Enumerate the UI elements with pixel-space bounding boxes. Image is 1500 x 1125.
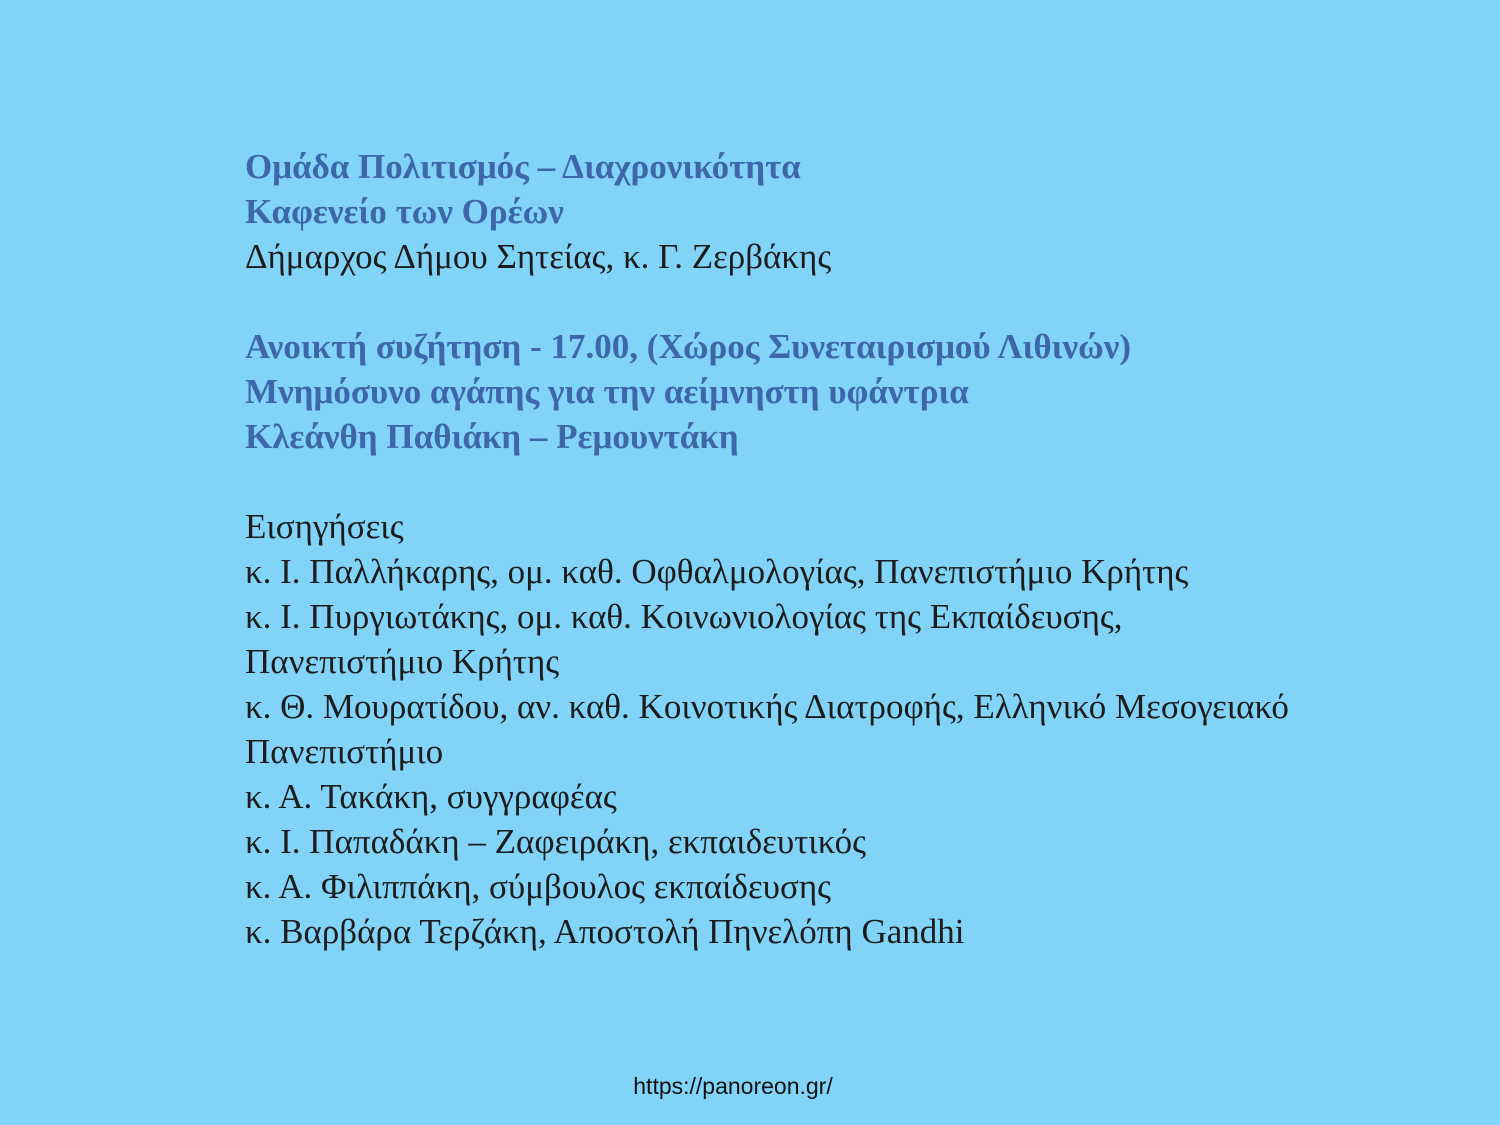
group-name-heading: Ομάδα Πολιτισμός – Διαχρονικότητα <box>245 147 801 186</box>
talks-heading: Εισηγήσεις <box>245 507 404 546</box>
speaker-line: κ. Ι. Πυργιωτάκης, ομ. καθ. Κοινωνιολογίας της Εκπαίδευσης, <box>245 597 1123 636</box>
section-spacer <box>245 279 1475 324</box>
discussion-heading: Ανοικτή συζήτηση - 17.00, (Χώρος Συνεταιρισμού Λιθινών) <box>245 327 1131 366</box>
event-program-content <box>245 144 1475 954</box>
memorial-heading: Μνημόσυνο αγάπης για την αείμνηστη υφάντρια <box>245 372 969 411</box>
speaker-line: κ. Α. Τακάκη, συγγραφέας <box>245 777 617 816</box>
section-spacer <box>245 459 1475 504</box>
speaker-line: κ. Ι. Παλλήκαρης, ομ. καθ. Οφθαλμολογίας, Πανεπιστήμιο Κρήτης <box>245 552 1189 591</box>
speaker-line: κ. Α. Φιλιππάκη, σύμβουλος εκπαίδευσης <box>245 867 832 906</box>
speaker-line: κ. Ι. Παπαδάκη – Ζαφειράκη, εκπαιδευτικός <box>245 822 866 861</box>
speaker-line: κ. Βαρβάρα Τερζάκη, Αποστολή Πηνελόπη Gandhi <box>245 912 965 951</box>
mayor-line: Δήμαρχος Δήμου Σητείας, κ. Γ. Ζερβάκης <box>245 237 832 276</box>
speaker-line: κ. Θ. Μουρατίδου, αν. καθ. Κοινοτικής Διατροφής, Ελληνικό Μεσογειακό <box>245 687 1289 726</box>
footer-url: https://panoreon.gr/ <box>633 1073 833 1099</box>
speaker-line-continuation: Πανεπιστήμιο <box>245 732 444 771</box>
venue-heading: Καφενείο των Ορέων <box>245 192 564 231</box>
speaker-line-continuation: Πανεπιστήμιο Κρήτης <box>245 642 560 681</box>
memorial-name-heading: Κλεάνθη Παθιάκη – Ρεμουντάκη <box>245 417 739 456</box>
